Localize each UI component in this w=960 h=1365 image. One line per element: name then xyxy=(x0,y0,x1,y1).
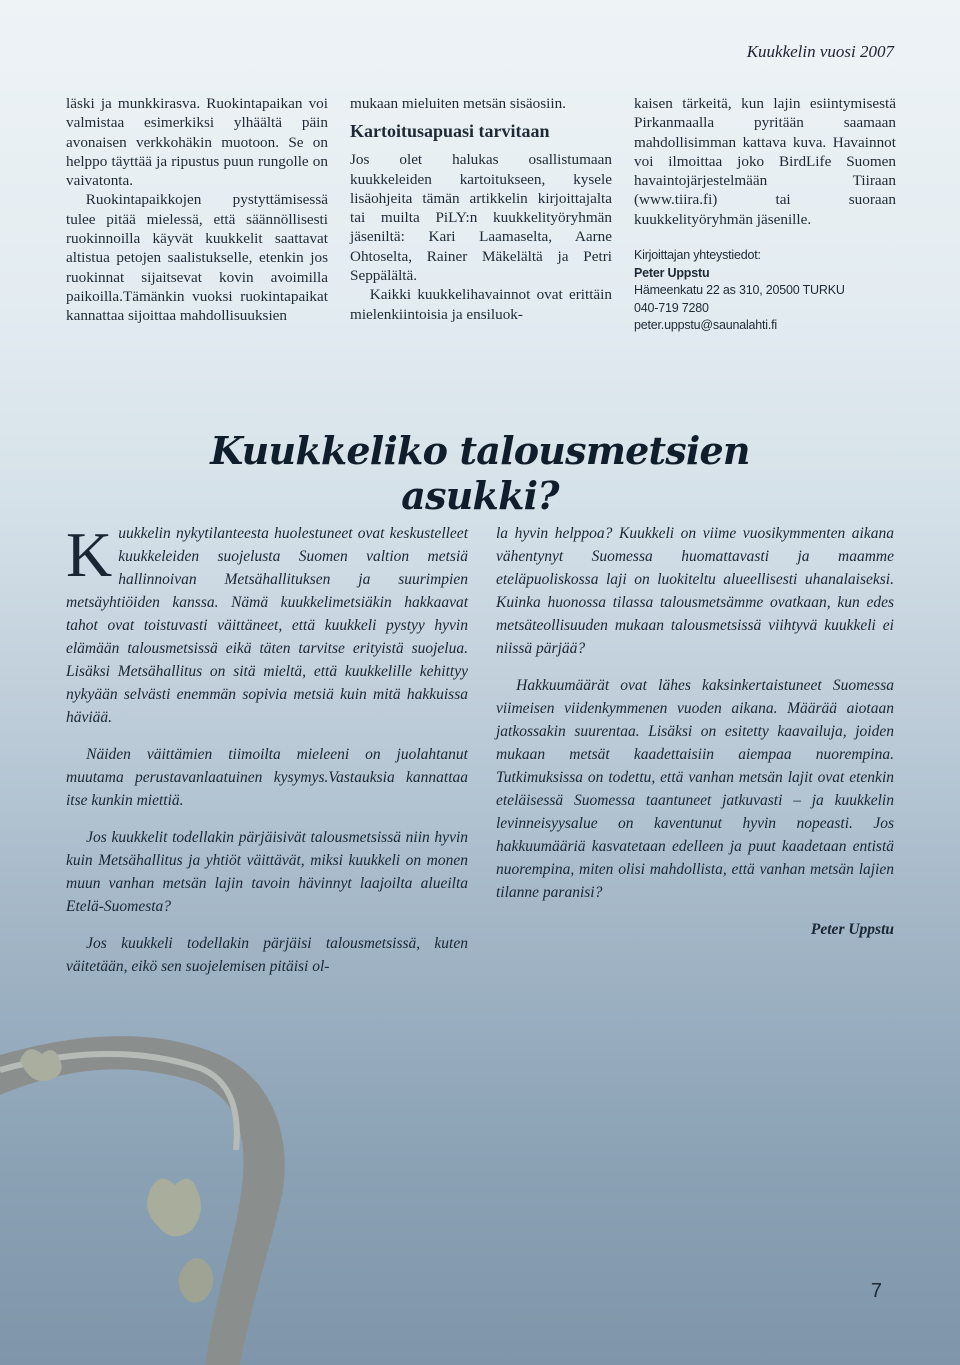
lichen-branch-photo xyxy=(0,1000,960,1365)
lichen-patch-2 xyxy=(179,1258,213,1303)
author-contact-box xyxy=(634,247,896,335)
intro-paragraph: Hakkuumäärät ovat lähes kaksinkertaistuneet Suomessa viimeisen viidenkymmenen vuoden aikana. Määrää aiotaan jatkossakin suurentaa. Lisäksi on esitetty kaavailuja, joiden mukaan metsät kaadettaisiin aiempaa nuorempina. Tutkimuksissa on todettu, että vanhan metsän lajit ovat etenkin eteläisessä Suomessa taantuneet jatkuvasti – ja kuukkelin levinneisyysalue on kaventunut hyvin nopeasti. Jos hakkuumääriä kasvatetaan edelleen ja puut kaadetaan entistä nuorempina, miten olisi mahdollista, että vanhan metsän lajien tilanne paranisi? xyxy=(496,677,894,901)
intro-paragraph: Näiden väittämien tiimoilta mieleeni on juolahtanut muutama perustavanlaatuinen kysymys.Vastauksia kannattaa itse kunkin miettiä. xyxy=(66,746,468,809)
paragraph: Ruokintapaikkojen pystyttämisessä tulee pitää mielessä, että säännöllisesti ruokinnoilla käyvät kuukkelit saattavat altistua petojen saalistukselle, etenkin jos ruokinnat sijaitsevat kovin avoimilla paikoilla.Tämänkin vuoksi ruokintapaikat kannattaa sijoittaa mahdollisuuksien xyxy=(66,191,328,325)
lichen-patch xyxy=(147,1179,201,1237)
intro-paragraph: Jos kuukkelit todellakin pärjäisivät talousmetsissä niin hyvin kuin Metsähallitus ja yhtiöt väittävät, miksi kuukkeli on monen muun vanhan metsän lajin tavoin hävinnyt laajoilta alueilta Etelä-Suomesta? xyxy=(66,829,468,915)
article-headline: Kuukkeliko talousmetsien asukki? xyxy=(210,428,750,518)
paragraph: läski ja munkkirasva. Ruokintapaikan voi valmistaa esimerkiksi ylhäältä päin avonaisen verkkohäkin muotoon. Se on helppo täyttää ja ripustus puun rungolle on vaivatonta. xyxy=(66,95,328,190)
page-number: 7 xyxy=(870,1280,882,1302)
intro-paragraph: Jos kuukkeli todellakin pärjäisi talousmetsissä, kuten väitetään, eikö sen suojelemisen pitäisi ol- xyxy=(66,935,468,975)
intro-paragraph xyxy=(66,519,468,729)
contact-name: Peter Uppstu xyxy=(634,265,710,280)
paragraph: Jos olet halukas osallistumaan kuukkeleiden kartoitukseen, kysele lisäohjeita tämän artikkelin kirjoittajalta tai muilta PiLY:n kuukkelityöryhmän jäseniltä: Kari Laamaselta, Aarne Ohtoselta, Rainer Mäkelältä ja Petri Seppälältä. xyxy=(350,151,612,285)
running-head: Kuukkelin vuosi 2007 xyxy=(746,42,894,61)
intro-paragraph: la hyvin helppoa? Kuukkeli on viime vuosikymmenten aikana vähentynyt Suomessa huomattavasti ja maamme eteläpuoliskossa laji on luokiteltu alueellisesti uhanalaiseksi. Kuinka huonossa tilassa talousmetsämme ovatkaan, kun edes metsäteollisuuden mukaan talousmetsissä viihtyvä kuukkeli ei niissä pärjää? xyxy=(496,525,894,657)
contact-email[interactable]: peter.uppstu@saunalahti.fi xyxy=(634,318,778,333)
column-2 xyxy=(350,94,612,324)
intro-column-right xyxy=(496,522,894,955)
section-subheading: Kartoitusapuasi tarvitaan xyxy=(350,121,550,142)
contact-address: Hämeenkatu 22 as 310, 20500 TURKU xyxy=(634,283,845,298)
paragraph: kaisen tärkeitä, kun lajin esiintymisestä Pirkanmaalla pyritään saamaan mahdollisimman kattava kuva. Havainnot voi ilmoittaa joko BirdLife Suomen havaintojärjestelmään Tiiraan (www.tiira.fi) tai suoraan kuukkelityöryhmän jäsenille. xyxy=(634,95,896,228)
column-1 xyxy=(66,94,328,326)
branch-shape xyxy=(0,1036,285,1365)
intro-column-left xyxy=(66,519,468,992)
paragraph: Kaikki kuukkelihavainnot ovat erittäin mielenkiintoisia ja ensiluok- xyxy=(350,286,612,323)
paragraph: mukaan mieluiten metsän sisäosiin. xyxy=(350,95,566,112)
contact-phone: 040-719 7280 xyxy=(634,300,709,315)
column-3 xyxy=(634,94,896,335)
intro-text: uukkelin nykytilanteesta huolestuneet ovat keskustelleet kuukkeleiden suojelusta Suomen valtion metsiä hallinnoivan Metsähallituksen ja suurimpien metsäyhtiöiden kanssa. Nämä kuukkelimetsiäkin hakkaavat tahot ovat toistuvasti väittäneet, että kuukkeli pystyy hyvin elämään talousmetsissä eikä täten tarvitse erityistä suojelua. Lisäksi Metsähallitus on sitä mieltä, että kuukkelille kehittyy nykyään selvästi enemmän sopivia metsiä kuin mitä hakkuissa häviää. xyxy=(66,525,468,726)
drop-cap: K xyxy=(66,519,113,590)
contact-label: Kirjoittajan yhteystiedot: xyxy=(634,248,761,263)
author-signature: Peter Uppstu xyxy=(810,921,894,938)
